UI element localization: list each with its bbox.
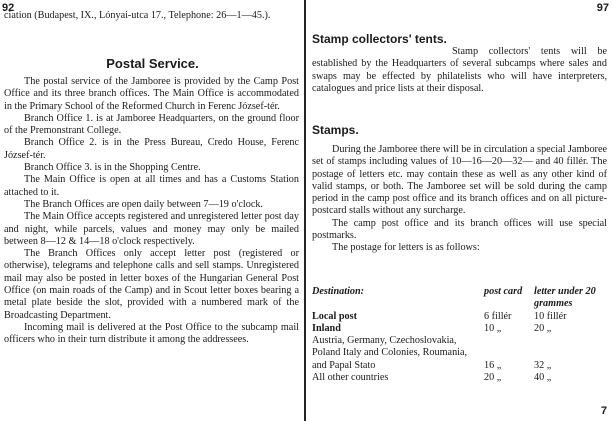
- paragraph: The Main Office accepts registered and unregistered letter post day and night, while parcels, values and money may only be mailed between 8—12 & 14—18 o'clock respectively.: [4, 211, 299, 247]
- table-row: [312, 372, 612, 384]
- postcard-cell: 20 „: [484, 372, 502, 384]
- dest-cell: Austria, Germany, Czechoslovakia, Poland Italy and Colonies, Roumania, and Papal Stato: [312, 335, 468, 371]
- dest-cell: Inland: [312, 322, 341, 334]
- tents-text: Stamp collectors' tents will be established by the Headquarters of several subcamps where sales and swaps may be effected by philatelists who will have interpreters, catalogues and price lists at their disposal.: [312, 46, 607, 94]
- stamp-tents-heading: Stamp collectors' tents.: [312, 32, 447, 46]
- stamps-heading: Stamps.: [312, 123, 359, 137]
- letter-cell: 10 fillér: [534, 310, 567, 322]
- paragraph: The postage for letters is as follows:: [332, 242, 480, 254]
- paragraph: During the Jamboree there will be in circulation a special Jamboree set of stamps including values of 10—16—20—32— and 40 fillér. The postage of letters etc. may contain these as well as any other kind of valid stamps, or both. The Jamboree set will be sold during the camp period in the camp post office and its branch offices and on all picture-postcard stalls without any surcharge.: [312, 144, 607, 217]
- table-header-row: [312, 286, 612, 311]
- paragraph: The Branch Offices only accept letter post (registered or otherwise), telegrams and telephone calls and sell stamps. Unregistered mail may also be posted in letter boxes of the Hungarian General Post Office (on main roads of the Camp) and in Scout letter boxes bearing a metal plate beside the slot, provided with a numbered mark of the Broadcasting Department.: [4, 248, 299, 321]
- stamps-body: [312, 144, 607, 255]
- left-page: [0, 0, 305, 421]
- postcard-cell: 10 „: [484, 322, 502, 334]
- letter-cell: 40 „: [534, 372, 552, 384]
- left-body: [4, 76, 299, 347]
- postage-table: [312, 286, 612, 384]
- col-letter: letter under 20 grammes: [534, 286, 596, 310]
- letter-cell: 32 „: [534, 359, 552, 371]
- postcard-cell: 16 „: [484, 359, 502, 371]
- paragraph: The postal service of the Jamboree is provided by the Camp Post Office and its three branch offices. The Main Office is accommodated in the Primary School of the Reformed Church in Ferenc József-tér.: [4, 76, 299, 112]
- postal-service-heading: Postal Service.: [106, 56, 199, 71]
- table-row: [312, 323, 612, 335]
- intro-text: ciation (Budapest, IX., Lónyai-utca 17., Telephone: 26—1—45.).: [4, 10, 271, 21]
- postcard-cell: 6 fillér: [484, 310, 512, 322]
- paragraph: The camp post office and its branch offices will use special postmarks.: [312, 217, 607, 242]
- table-row: [312, 335, 612, 372]
- letter-cell: 20 „: [534, 322, 552, 334]
- left-page-number: 92: [2, 2, 15, 14]
- right-page: [306, 0, 613, 421]
- col-postcard: post card: [484, 286, 523, 297]
- footer-number: 7: [600, 405, 607, 417]
- right-page-number: 97: [596, 2, 609, 14]
- paragraph: Incoming mail is delivered at the Post Office to the subcamp mail officers who in their turn distribute it among the addressees.: [4, 321, 299, 346]
- dest-cell: All other countries: [312, 372, 389, 384]
- table-row: [312, 311, 612, 323]
- col-destination: Destination:: [312, 286, 365, 297]
- paragraph: The Main Office is open at all times and has a Customs Station attached to it.: [4, 174, 299, 198]
- paragraph: Branch Office 2. is in the Press Bureau, Credo House, Ferenc József-tér.: [4, 137, 299, 161]
- dest-cell: Local post: [312, 310, 357, 322]
- paragraph: The Branch Offices are open daily between 7—19 o'clock.: [24, 198, 263, 210]
- paragraph: Branch Office 3. is in the Shopping Centre.: [24, 162, 201, 174]
- paragraph: Branch Office 1. is at Jamboree Headquarters, on the ground floor of the Premonstrant College.: [4, 112, 299, 137]
